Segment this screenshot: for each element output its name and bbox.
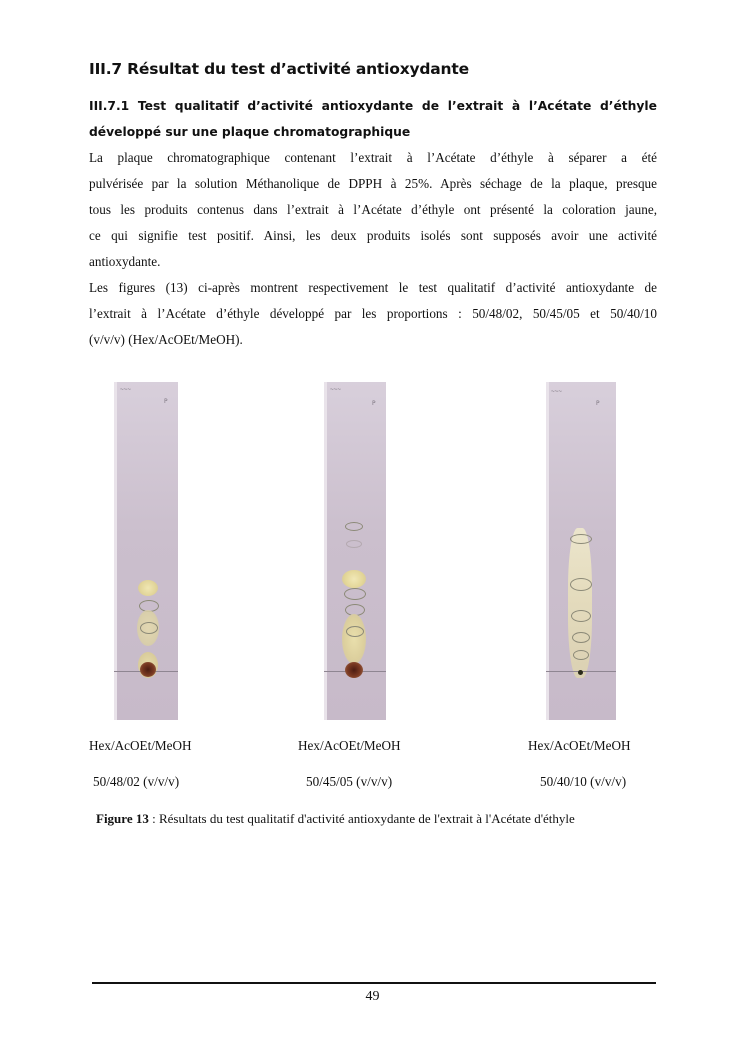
paragraph-dpph-method (89, 145, 657, 275)
page-number: 49 (365, 989, 380, 1004)
paragraph-line: antioxydante. (89, 254, 161, 269)
footer-divider (92, 982, 656, 984)
tlc-plate-photo-1: ~~~ P (114, 382, 178, 720)
plate-3-ratio-label: 50/40/10 (v/v/v) (540, 774, 627, 789)
tlc-plate-photo-3: ~~~ P (546, 382, 616, 720)
paragraph-figure-intro (89, 275, 657, 353)
figure-caption-text: : Résultats du test qualitatif d'activité antioxydante de l'extrait à l'Acétate d'éthyle (148, 811, 575, 826)
paragraph-line: l’extrait à l’Acétate d’éthyle développé par les proportions : 50/48/02, 50/45/05 et 50/40/10 (89, 306, 657, 321)
plate-1-ratio-label: 50/48/02 (v/v/v) (93, 774, 180, 789)
paragraph-line: pulvérisée par la solution Méthanolique de DPPH à 25%. Après séchage de la plaque, presque (89, 176, 657, 191)
paragraph-line: Les figures (13) ci-après montrent respectivement le test qualitatif d’activité antioxydante de (89, 280, 657, 295)
figure-label: Figure 13 (96, 811, 149, 826)
section-heading: III.7 Résultat du test d’activité antioxydante (89, 60, 469, 78)
paragraph-line: (v/v/v) (Hex/AcOEt/MeOH). (89, 332, 243, 347)
subsection-heading-line-2: développé sur une plaque chromatographique (89, 125, 411, 139)
subsection-heading-line-1: III.7.1 Test qualitatif d’activité antioxydante de l’extrait à l’Acétate d’éthyle (89, 99, 657, 113)
plate-1-solvent-label: Hex/AcOEt/MeOH (89, 738, 192, 753)
paragraph-line: La plaque chromatographique contenant l’extrait à l’Acétate d’éthyle à séparer a été (89, 150, 657, 165)
tlc-plate-photo-2: ~~~ P (324, 382, 386, 720)
plate-3-solvent-label: Hex/AcOEt/MeOH (528, 738, 631, 753)
plate-2-solvent-label: Hex/AcOEt/MeOH (298, 738, 401, 753)
paragraph-line: tous les produits contenus dans l’extrait à l’Acétate d’éthyle ont présenté la coloration jaune, (89, 202, 657, 217)
plate-2-ratio-label: 50/45/05 (v/v/v) (306, 774, 393, 789)
paragraph-line: ce qui signifie test positif. Ainsi, les deux produits isolés sont supposés avoir une activité (89, 228, 657, 243)
figure-caption (96, 811, 575, 827)
subsection-heading (89, 93, 657, 145)
